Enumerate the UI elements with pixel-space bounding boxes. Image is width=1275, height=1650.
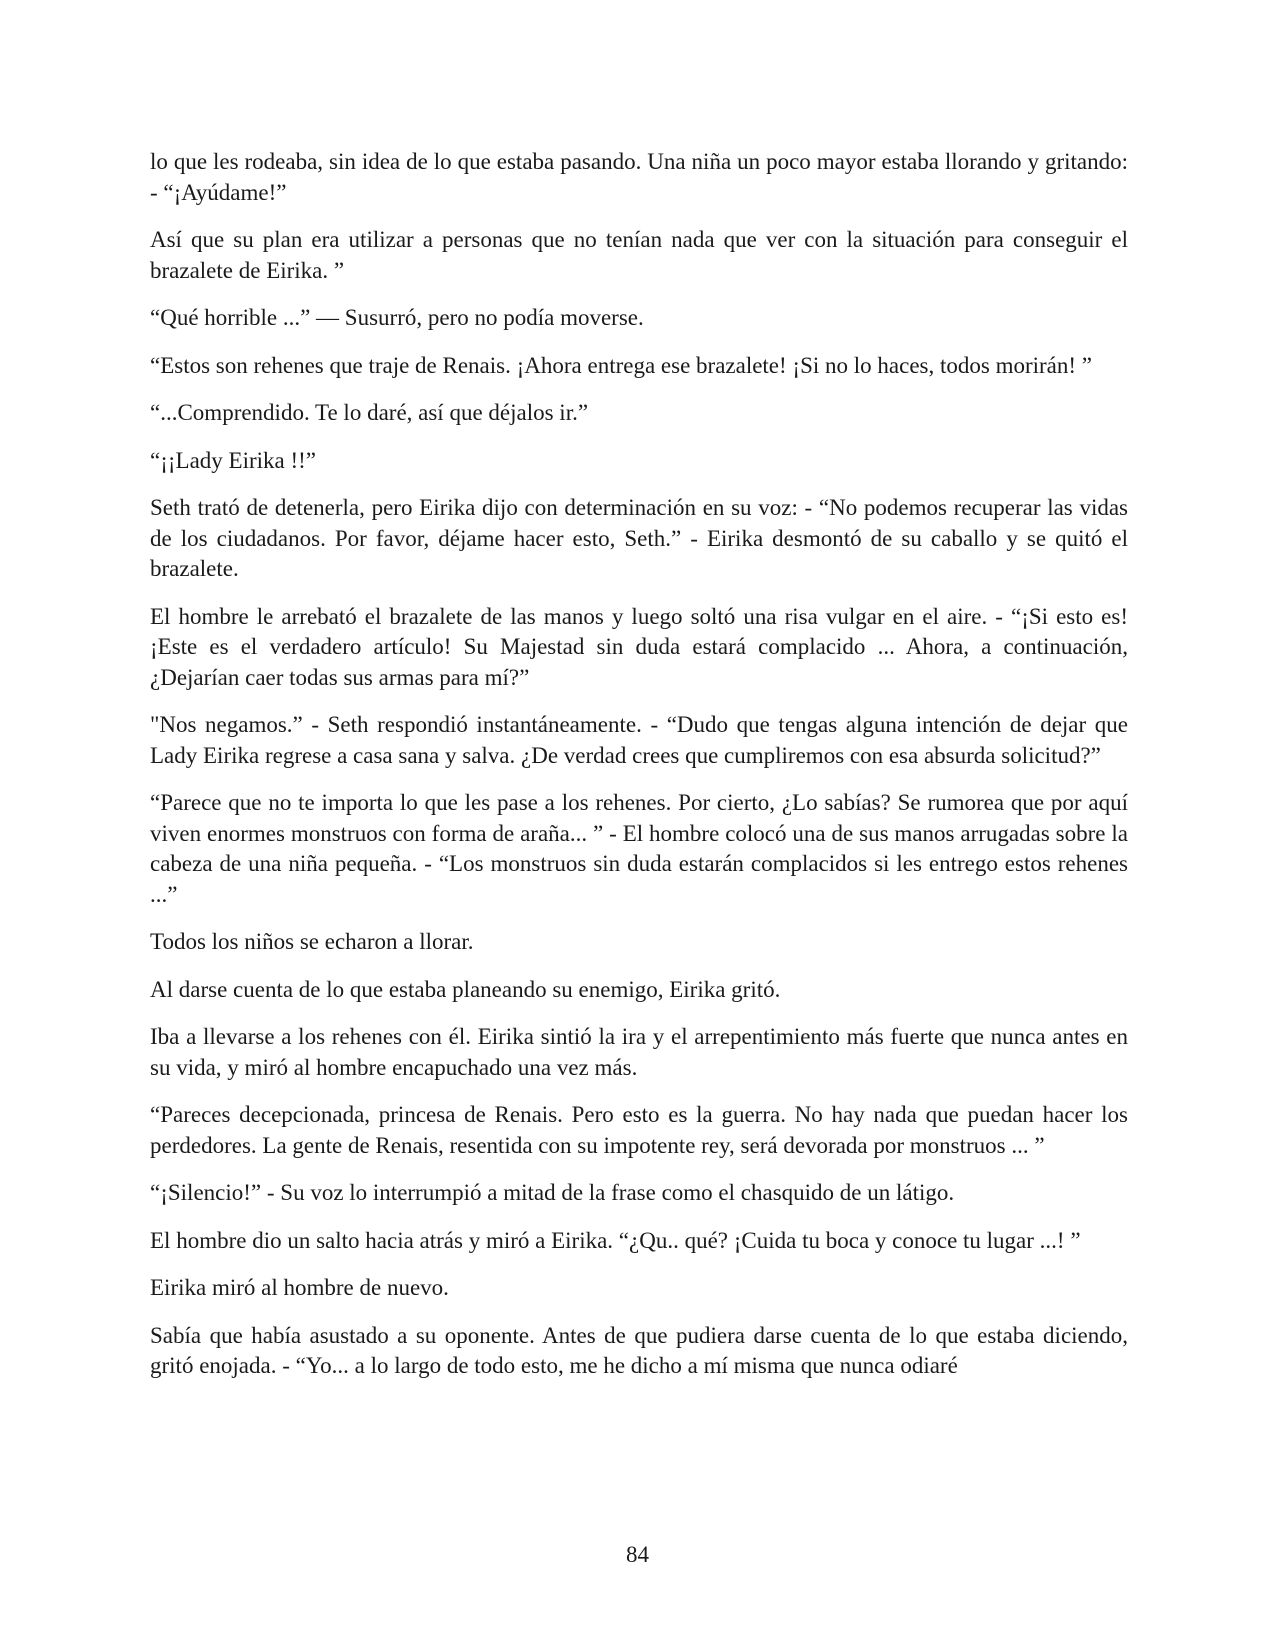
page-body: [150, 147, 1128, 1399]
paragraph: Sabía que había asustado a su oponente. Antes de que pudiera darse cuenta de lo que estaba diciendo, gritó enojada. - “Yo... a lo largo de todo esto, me he dicho a mí misma que nunca odiaré: [150, 1322, 1128, 1378]
paragraph: Al darse cuenta de lo que estaba planeando su enemigo, Eirika gritó.: [150, 976, 781, 1002]
paragraph: Así que su plan era utilizar a personas que no tenían nada que ver con la situación para conseguir el brazalete de Eirika. ”: [150, 227, 1128, 283]
paragraph: El hombre dio un salto hacia atrás y miró a Eirika. “¿Qu.. qué? ¡Cuida tu boca y conoce tu lugar ...! ”: [150, 1227, 1081, 1253]
paragraph: “...Comprendido. Te lo daré, así que déjalos ir.”: [150, 400, 589, 425]
paragraph: “Parece que no te importa lo que les pase a los rehenes. Por cierto, ¿Lo sabías? Se rumorea que por aquí viven enormes monstruos con forma de araña... ” - El hombre colocó una de sus manos arrugadas sobre la cabeza de una niña pequeña. - “Los monstruos sin duda estarán complacidos si les entrego estos rehenes ...”: [150, 790, 1128, 907]
paragraph: Seth trató de detenerla, pero Eirika dijo con determinación en su voz: - “No podemos recuperar las vidas de los ciudadanos. Por favor, déjame hacer esto, Seth.” - Eirika desmontó de su caballo y se quitó el brazalete.: [150, 495, 1128, 581]
paragraph: Eirika miró al hombre de nuevo.: [150, 1275, 449, 1300]
paragraph: lo que les rodeaba, sin idea de lo que estaba pasando. Una niña un poco mayor estaba llorando y gritando: - “¡Ayúdame!”: [150, 149, 1128, 205]
paragraph: Todos los niños se echaron a llorar.: [150, 929, 474, 954]
page-number: 84: [626, 1542, 649, 1567]
paragraph: “¡¡Lady Eirika !!”: [150, 447, 317, 473]
paragraph: “¡Silencio!” - Su voz lo interrumpió a mitad de la frase como el chasquido de un látigo.: [150, 1180, 955, 1205]
paragraph: Iba a llevarse a los rehenes con él. Eirika sintió la ira y el arrepentimiento más fuerte que nunca antes en su vida, y miró al hombre encapuchado una vez más.: [150, 1024, 1128, 1080]
paragraph: El hombre le arrebató el brazalete de las manos y luego soltó una risa vulgar en el aire. - “¡Si esto es! ¡Este es el verdadero artículo! Su Majestad sin duda estará complacido ... Ahora, a continuación, ¿Dejarían caer todas sus armas para mí?”: [150, 603, 1128, 690]
paragraph: "Nos negamos.” - Seth respondió instantáneamente. - “Dudo que tengas alguna intención de dejar que Lady Eirika regrese a casa sana y salva. ¿De verdad crees que cumpliremos con esa absurda solicitud?”: [150, 712, 1128, 768]
paragraph: “Qué horrible ...” — Susurró, pero no podía moverse.: [150, 305, 644, 330]
paragraph: “Estos son rehenes que traje de Renais. ¡Ahora entrega ese brazalete! ¡Si no lo haces, todos morirán! ”: [150, 352, 1093, 378]
paragraph: “Pareces decepcionada, princesa de Renais. Pero esto es la guerra. No hay nada que puedan hacer los perdedores. La gente de Renais, resentida con su impotente rey, será devorada por monstruos ... ”: [150, 1102, 1128, 1158]
